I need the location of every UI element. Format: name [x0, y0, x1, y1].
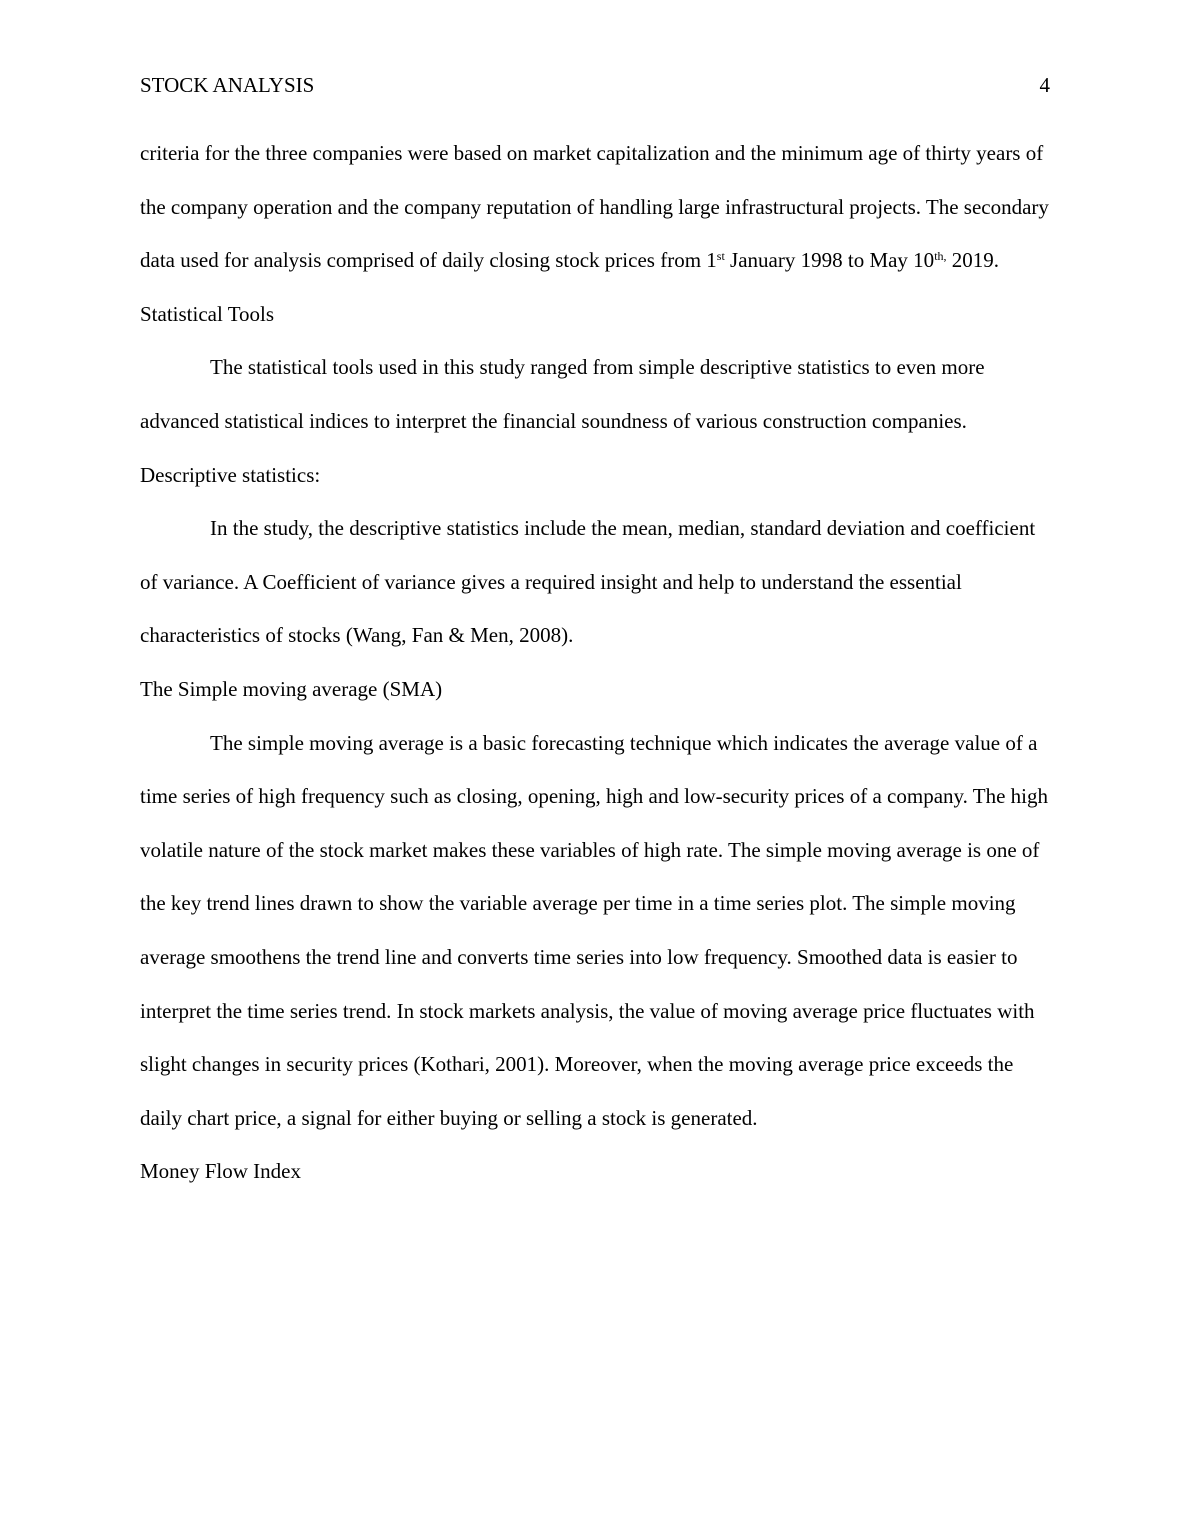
running-head-title: STOCK ANALYSIS [140, 73, 315, 97]
paragraph-text: 2019. [946, 248, 1000, 273]
running-head [140, 70, 1050, 100]
heading-descriptive-statistics: Descriptive statistics: [140, 462, 321, 487]
paragraph-descriptive-statistics: In the study, the descriptive statistics include the mean, median, standard deviation and coefficient of variance. A Coefficient of variance gives a required insight and help to understand the essential characteristics of stocks (Wang, Fan & Men, 2008). [140, 516, 1036, 648]
superscript-st: st [716, 249, 725, 264]
heading-simple-moving-average: The Simple moving average (SMA) [140, 676, 443, 701]
superscript-th: th, [934, 249, 947, 264]
page-number: 4 [1039, 73, 1050, 97]
paragraph-data-criteria [140, 127, 1052, 288]
paragraph-simple-moving-average: The simple moving average is a basic forecasting technique which indicates the average value of a time series of high frequency such as closing, opening, high and low-security prices of a company. The high volatile nature of the stock market makes these variables of high rate. The simple moving average is one of the key trend lines drawn to show the variable average per time in a time series plot. The simple moving average smoothens the trend line and converts time series into low frequency. Smoothed data is easier to interpret the time series trend. In stock markets analysis, the value of moving average price fluctuates with slight changes in security prices (Kothari, 2001). Moreover, when the moving average price exceeds the daily chart price, a signal for either buying or selling a stock is generated. [140, 730, 1049, 1130]
paragraph-statistical-tools: The statistical tools used in this study ranged from simple descriptive statistics to even more advanced statistical indices to interpret the financial soundness of various construction companies. [140, 355, 985, 433]
heading-money-flow-index: Money Flow Index [140, 1159, 301, 1184]
heading-statistical-tools: Statistical Tools [140, 301, 275, 326]
document-body [140, 127, 1052, 1199]
paragraph-text: criteria for the three companies were based on market capitalization and the minimum age of thirty years of the company operation and the company reputation of handling large infrastructural projects. The secondary data used for analysis comprised of daily closing stock prices from 1 [140, 141, 1049, 273]
paragraph-text: January 1998 to May 10 [724, 248, 935, 273]
